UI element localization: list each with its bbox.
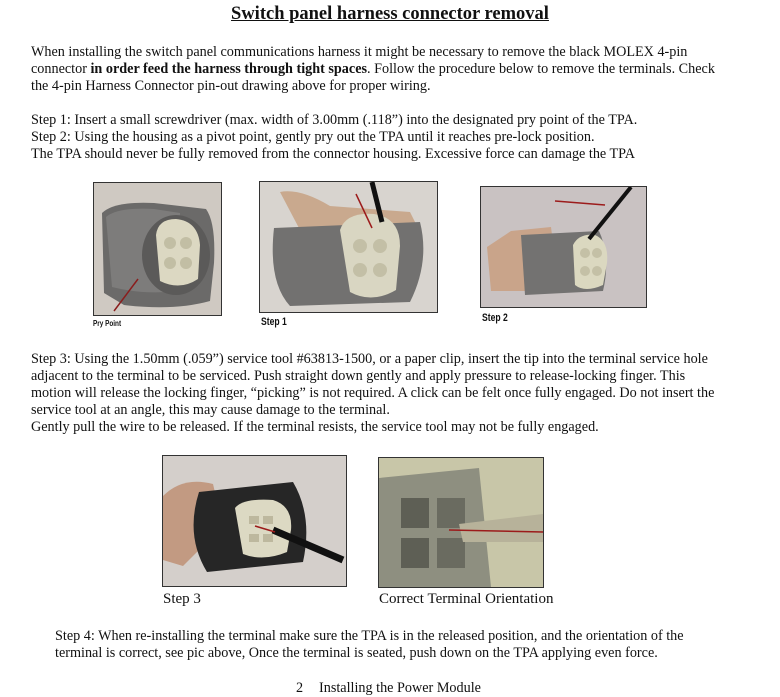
intro-line-2-bold: in order feed the harness through tight spaces bbox=[90, 61, 368, 77]
footer-section-number: 2 bbox=[296, 680, 304, 696]
terminal-orientation-photo bbox=[378, 457, 544, 588]
intro-line-1: When installing the switch panel communications harness it might be necessary to remove the black MOLEX 4-pin bbox=[31, 44, 688, 60]
tpa-warning-text: The TPA should never be fully removed from the connector housing. Excessive force can damage the TPA bbox=[31, 146, 635, 162]
step-2-caption: Step 2 bbox=[482, 312, 508, 324]
step-2-photo bbox=[480, 186, 647, 308]
step-2-text: Step 2: Using the housing as a pivot point, gently pry out the TPA until it reaches pre-lock position. bbox=[31, 129, 595, 145]
pry-point-photo bbox=[93, 182, 222, 316]
step-3-line-4: service tool at an angle, this may cause damage to the terminal. bbox=[31, 402, 390, 418]
step-1-text: Step 1: Insert a small screwdriver (max. width of 3.00mm (.118”) into the designated pry point of the TPA. bbox=[31, 112, 638, 128]
step-3-line-5: Gently pull the wire to be released. If the terminal resists, the service tool may not be fully engaged. bbox=[31, 419, 599, 435]
step-3-caption: Step 3 bbox=[163, 591, 201, 607]
step-3-photo bbox=[162, 455, 347, 587]
terminal-orientation-caption: Correct Terminal Orientation bbox=[379, 591, 554, 607]
intro-line-2-start: connector bbox=[31, 61, 91, 77]
step-3-line-2: adjacent to the terminal to be serviced. Push straight down gently and apply pressure to release-locking finger. This bbox=[31, 368, 686, 384]
step-4-line-2: terminal is correct, see pic above, Once the terminal is seated, push down on the TPA applying even force. bbox=[55, 645, 658, 661]
pry-point-caption: Pry Point bbox=[93, 319, 122, 328]
step-3-line-1: Step 3: Using the 1.50mm (.059”) service tool #63813-1500, or a paper clip, insert the tip into the terminal service hole bbox=[31, 351, 708, 367]
step-4-line-1: Step 4: When re-installing the terminal make sure the TPA is in the released position, and the orientation of the bbox=[55, 628, 684, 644]
page-title: Switch panel harness connector removal bbox=[231, 4, 549, 24]
step-1-caption: Step 1 bbox=[261, 316, 287, 328]
intro-line-2 bbox=[31, 61, 715, 78]
intro-line-3: the 4-pin Harness Connector pin-out drawing above for proper wiring. bbox=[31, 78, 431, 94]
step-3-line-3: motion will release the locking finger, “picking” is not required. A click can be felt once fully engaged. Do not insert the bbox=[31, 385, 715, 401]
step-1-photo bbox=[259, 181, 438, 313]
footer-section-title: Installing the Power Module bbox=[319, 680, 481, 696]
intro-line-2-end: . Follow the procedure below to remove the terminals. Check bbox=[367, 61, 715, 77]
